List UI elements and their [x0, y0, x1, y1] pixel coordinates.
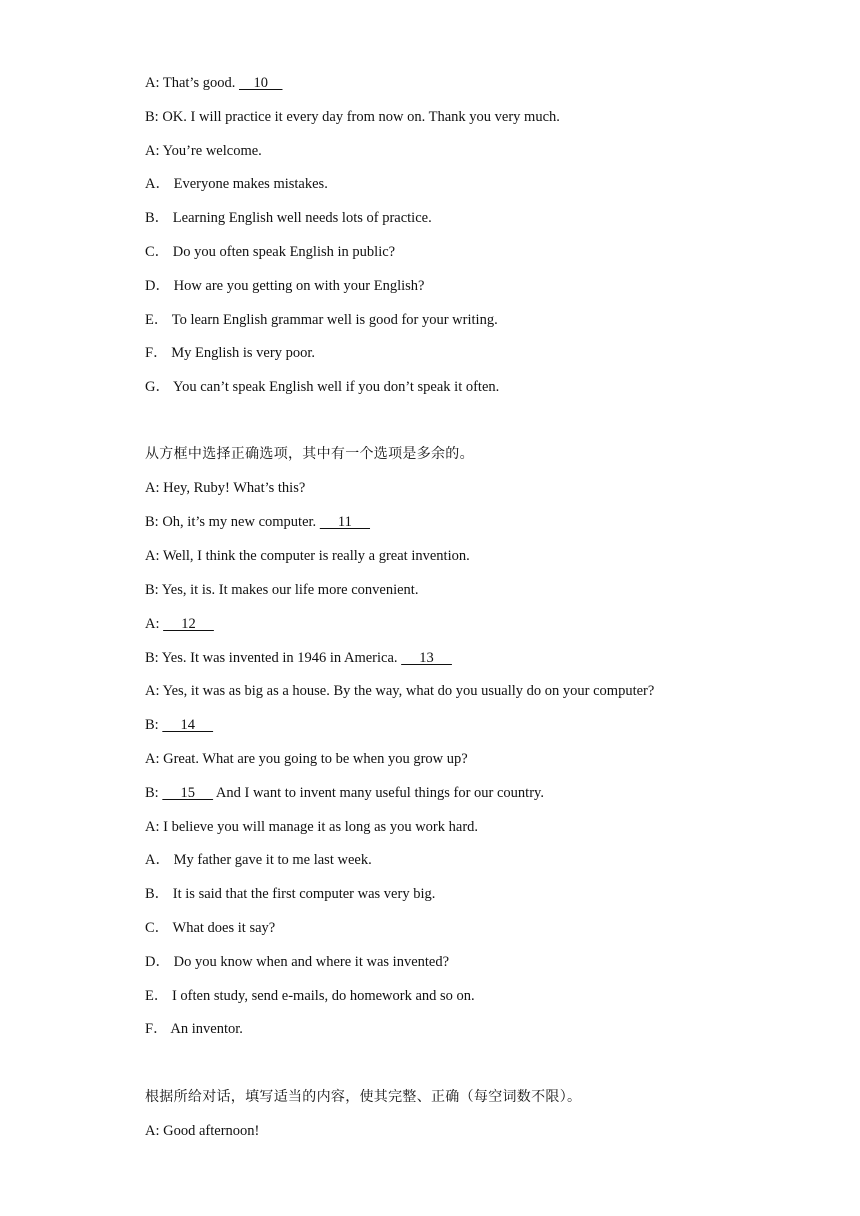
dialogue-line: [145, 817, 478, 837]
dialogue-line: [145, 478, 305, 498]
dialogue-line: [145, 614, 214, 634]
dialogue-line: [145, 648, 452, 668]
dialogue-line: [145, 546, 470, 566]
dialogue-line: [145, 783, 544, 803]
dialogue-text: A: Great. What are you going to be when you grow up?: [145, 751, 468, 767]
dialogue-text: A: I believe you will manage it as long as you work hard.: [145, 819, 479, 835]
option-item: E． To learn English grammar well is good for your writing.: [145, 312, 498, 328]
dialogue-text: A: That’s good.: [145, 75, 236, 91]
section-instruction: 根据所给对话，填写适当的内容，使其完整、正确（每空词数不限）。: [145, 1089, 582, 1105]
dialogue-text: A: Well, I think the computer is really a great invention.: [145, 548, 470, 564]
dialogue-text: A: Hey, Ruby! What’s this?: [145, 480, 306, 496]
option-item: B． It is said that the first computer was very big.: [145, 886, 436, 902]
answer-blank-13[interactable]: 13: [401, 650, 452, 666]
option-item: B． Learning English well needs lots of practice.: [145, 210, 432, 226]
option-item: A． My father gave it to me last week.: [145, 852, 372, 868]
dialogue-text: A: You’re welcome.: [145, 143, 262, 159]
option-item: F． An inventor.: [145, 1021, 243, 1037]
dialogue-text: A:: [145, 616, 160, 632]
dialogue-line: [145, 107, 560, 127]
dialogue-line: [145, 73, 282, 93]
answer-blank-14[interactable]: 14: [162, 717, 214, 733]
dialogue-text: And I want to invent many useful things for our country.: [215, 785, 544, 801]
dialogue-text: B: Oh, it’s my new computer.: [145, 514, 317, 530]
dialogue-text: B: Yes. It was invented in 1946 in America.: [145, 650, 398, 666]
option-item: E． I often study, send e-mails, do homework and so on.: [145, 988, 475, 1004]
dialogue-line: [145, 749, 468, 769]
option-item: D． Do you know when and where it was invented?: [145, 954, 450, 970]
dialogue-text: A: Good afternoon!: [145, 1123, 260, 1139]
dialogue-line: [145, 512, 370, 532]
dialogue-line: [145, 580, 418, 600]
dialogue-text: B:: [145, 785, 159, 801]
option-item: C． What does it say?: [145, 920, 276, 936]
dialogue-line: [145, 681, 654, 701]
answer-blank-12[interactable]: 12: [163, 616, 214, 632]
dialogue-text: A: Yes, it was as big as a house. By the way, what do you usually do on your computer?: [145, 683, 655, 699]
option-item: D． How are you getting on with your English?: [145, 278, 425, 294]
answer-blank-11[interactable]: 11: [319, 514, 371, 530]
dialogue-text: B: Yes, it is. It makes our life more convenient.: [145, 582, 419, 598]
dialogue-text: B: OK. I will practice it every day from now on. Thank you very much.: [145, 109, 560, 125]
option-item: F． My English is very poor.: [145, 345, 315, 361]
option-item: C． Do you often speak English in public?: [145, 244, 396, 260]
dialogue-text: B:: [145, 717, 159, 733]
option-item: G． You can’t speak English well if you don’t speak it often.: [145, 379, 500, 395]
dialogue-line: [145, 1121, 259, 1141]
dialogue-line: [145, 141, 262, 161]
answer-blank-10[interactable]: 10: [238, 75, 283, 91]
option-item: A． Everyone makes mistakes.: [145, 176, 328, 192]
dialogue-line: [145, 715, 213, 735]
section-instruction: 从方框中选择正确选项，其中有一个选项是多余的。: [145, 446, 474, 462]
answer-blank-15[interactable]: 15: [162, 785, 214, 801]
